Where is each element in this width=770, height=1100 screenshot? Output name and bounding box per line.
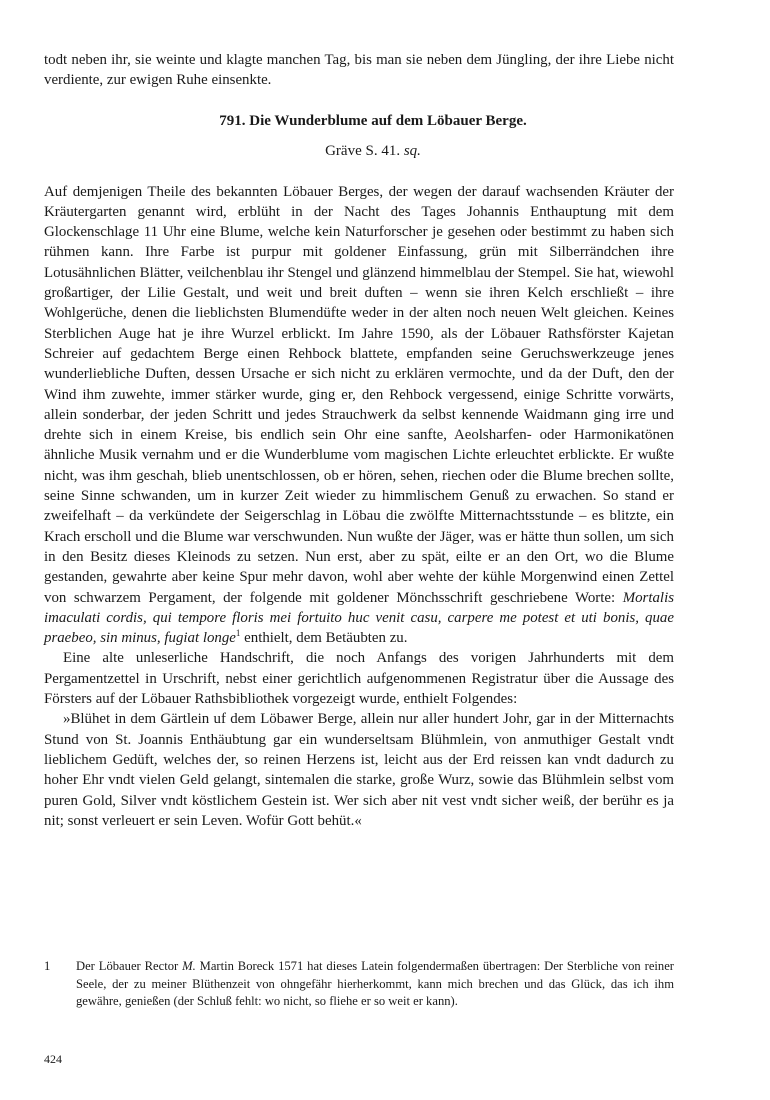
story-source (44, 141, 674, 161)
paragraph-1-end: enthielt, dem Betäubten zu. (240, 630, 408, 647)
story-paragraph-2: Eine alte unleserliche Handschrift, die noch Anfangs des vorigen Jahrhunderts mit dem Pergamentzettel in Urschrift, nebst einer gerichtlich aufgenommenen Registratur über die Aussage des Försters auf der Löbauer Rathsbibliothek vorgezeigt wurde, enthielt Folgendes: (44, 650, 674, 708)
story-paragraph-3: »Blühet in dem Gärtlein uf dem Löbawer Berge, allein nur aller hundert Johr, gar in der Mitternachts Stund von St. Joannis Enthäubtung gar ein wunderseltsam Blühmlein, von anmuthiger Gestalt vndt lieblichem Gedüft, welches der, so reinen Herzens ist, leicht aus der Erd reissen kan vndt dadurch zu hoher Ehr vndt vielen Geld gelangt, sintemalen die starke, große Wurz, sowie das Blühmlein selbst vom puren Gold, Silver vndt köstlichem Gestein ist. Wer sich aber nit vest vndt sicher weiß, der berühr es ja nit; sonst verleuert er sein Leven. Wofür Gott behüt.« (44, 711, 674, 829)
page-number: 424 (44, 1052, 62, 1066)
story-title: 791. Die Wunderblume auf dem Löbauer Berge. (219, 112, 527, 129)
footnote-text (76, 958, 674, 1011)
intro-paragraph: todt neben ihr, sie weinte und klagte manchen Tag, bis man sie neben dem Jüngling, der ihre Liebe nicht verdiente, zur ewigen Ruhe einsenkte. (44, 52, 674, 89)
source-suffix: sq. (403, 142, 421, 159)
footnote-reference[interactable]: 1 (235, 628, 241, 639)
paragraph-1-text: Auf demjenigen Theile des bekannten Löbauer Berges, der wegen der darauf wachsenden Kräuter der Kräutergarten genannt wird, erblüht in der Nacht des Tages Johannis Enthauptung mit dem Glockenschlage 11 Uhr eine Blume, welche kein Naturforscher je gesehen oder bestimmt zu haben sich rühmen kann. Ihre Farbe ist purpur mit goldener Einfassung, grün mit Silberrändchen ihre Lotusähnlichen Blätter, veilchenblau ihr Stengel und glänzend himmelblau der Stempel. Sie hat, wiewohl großartiger, der Lilie Gestalt, und weit und breit duften – wenn sie ihren Kelch erschließt – ihre Wohlgerüche, denen die lieblichsten Blumendüfte weder in der alten noch neuen Welt gleichen. Keines Sterblichen Auge hat je ihre Wurzel erblickt. Im Jahre 1590, als der Löbauer Rathsförster Kajetan Schreier auf gedachtem Berge einen Rehbock blattete, empfanden seine Geruchswerkzeuge jenes wunderliebliche Duften, dessen Ursache er sich nicht zu erklären vermochte, und da der Duft, den der Wind ihm zuwehte, immer stärker wurde, ging er, den Rehbock vergessend, einige Schritte vorwärts, allein sonderbar, der jeden Schritt und jedes Strauchwerk da selbst kennende Waidmann ging irre und drehte sich in einem Kreise, bis endlich sein Ohr eine sanfte, Aeolsharfen- oder Harmonikatönen ähnliche Musik vernahm und er die Wunderblume vom magischen Lichte erleuchtet erblickte. Er wußte nicht, was ihm geschah, blieb unentschlossen, ob er hören, sehen, riechen oder die Blume brechen sollte, seine Sinne schwanden, um in kurzer Zeit wieder zu himmlischem Genuß zu erwachen. So stand er zweifelhaft – da verkündete der Seigerschlag in Löbau die zwölfte Mitternachtsstunde – es blitzte, ein Krach erscholl und die Blume war verschwunden. Nun wußte der Jäger, was er hätte thun sollen, um sich in den Besitz dieses Kleinods zu setzen. Nun erst, aber zu spät, eilte er an den Ort, wo die Blume gestanden, gewahrte aber keine Spur mehr davon, wohl aber wehte der kühle Morgenwind einen Zettel von schwarzem Pergament, der folgende mit goldener Mönchsschrift geschriebene Worte: (44, 183, 674, 606)
story-paragraph-1 (44, 182, 674, 649)
footnote-text-after: Martin Boreck 1571 hat dieses Latein folgendermaßen übertragen: Der Sterbliche von reiner Seele, der zu meiner Blüthenzeit von ohngefähr hierherkommt, kann mich brechen und das Glück, das ich ihm gewähre, genießen (der Schluß fehlt: wo nicht, so fliehe er so weit er kann). (76, 959, 674, 1009)
footnote-text-italic: M. (182, 959, 196, 973)
source-prefix: Gräve S. 41. (325, 142, 404, 159)
footnote (44, 958, 674, 1011)
footnote-text-before: Der Löbauer Rector (76, 959, 183, 973)
footnote-number: 1 (44, 959, 51, 973)
page-content (44, 50, 674, 831)
latin-quote: Mortalis imaculati cordis, qui tempore floris mei fortuito huc venit casu, carpere me potest et uti bonis, quae praebeo, sin minus, fugiat longe (44, 589, 674, 647)
